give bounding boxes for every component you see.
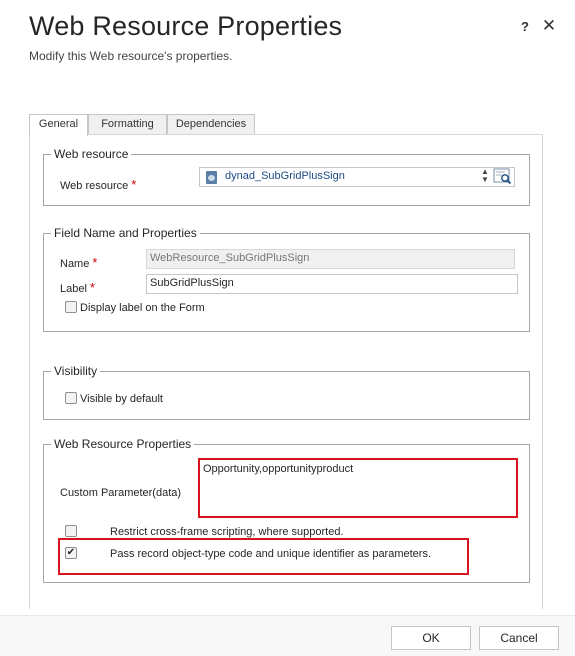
visible-by-default-text: Visible by default xyxy=(80,393,163,405)
name-label: Name * xyxy=(60,255,98,270)
sort-spinner-icon[interactable]: ▲ ▼ xyxy=(481,167,489,184)
restrict-cross-frame-checkbox[interactable] xyxy=(65,525,77,537)
required-marker: * xyxy=(92,255,98,270)
tab-dependencies[interactable]: Dependencies xyxy=(167,114,255,135)
dialog-subtitle: Modify this Web resource's properties. xyxy=(29,49,233,63)
ok-button[interactable]: OK xyxy=(391,626,471,650)
tab-general[interactable]: General xyxy=(29,114,88,136)
web-resource-lookup[interactable] xyxy=(199,167,515,187)
required-marker: * xyxy=(89,280,95,295)
label-label: Label * xyxy=(60,280,95,295)
required-marker: * xyxy=(131,177,137,192)
restrict-cross-frame-text: Restrict cross-frame scripting, where supported. xyxy=(110,526,344,538)
field-name-properties-group xyxy=(43,226,530,332)
dialog-footer xyxy=(0,615,575,656)
pass-record-checkbox[interactable]: ✔ xyxy=(66,547,76,558)
tab-formatting[interactable]: Formatting xyxy=(88,114,167,135)
custom-parameter-textarea[interactable]: Opportunity,opportunityproduct xyxy=(203,463,354,475)
web-resource-file-icon xyxy=(206,171,217,184)
visibility-legend: Visibility xyxy=(54,364,98,378)
custom-parameter-label: Custom Parameter(data) xyxy=(60,487,182,499)
web-resource-properties-group xyxy=(43,437,530,583)
general-tab-panel xyxy=(29,134,543,609)
label-field[interactable]: SubGridPlusSign xyxy=(146,274,518,294)
web-resource-group xyxy=(43,147,530,206)
web-resource-legend: Web resource xyxy=(54,147,129,161)
cancel-button[interactable]: Cancel xyxy=(479,626,559,650)
web-resource-label: Web resource * xyxy=(60,177,137,192)
visible-by-default-checkbox[interactable] xyxy=(65,392,77,404)
pass-record-text: Pass record object-type code and unique identifier as parameters. xyxy=(110,548,432,560)
web-resource-value[interactable]: dynad_SubGridPlusSign xyxy=(225,170,345,182)
display-label-text: Display label on the Form xyxy=(80,302,205,314)
field-name-legend: Field Name and Properties xyxy=(54,226,197,240)
display-label-checkbox[interactable] xyxy=(65,301,77,313)
dialog-title: Web Resource Properties xyxy=(29,11,343,41)
web-resource-properties-legend: Web Resource Properties xyxy=(54,437,192,451)
help-icon[interactable]: ? xyxy=(521,19,529,34)
visibility-group xyxy=(43,364,530,420)
close-icon[interactable]: ✕ xyxy=(541,16,557,35)
lookup-search-icon[interactable] xyxy=(493,168,513,186)
name-field: WebResource_SubGridPlusSign xyxy=(146,249,515,269)
